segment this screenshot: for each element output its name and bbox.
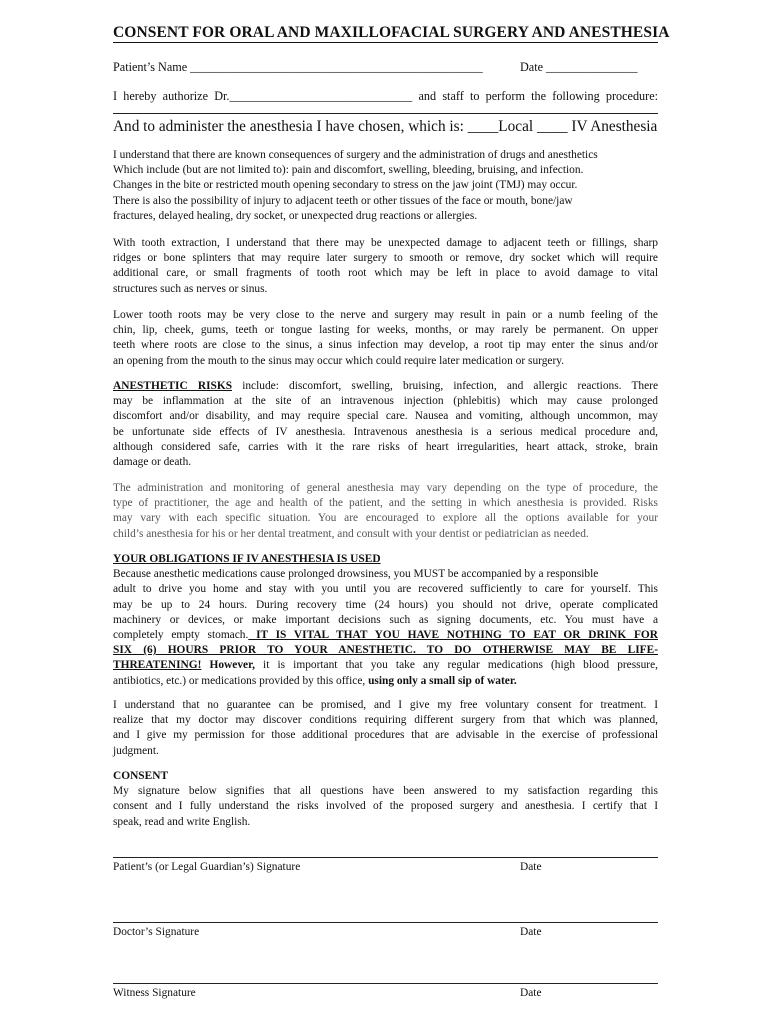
text-line: an opening from the mouth to the sinus may occur which could require later medication or surgery. [113,354,565,367]
empty-stomach-text: completely empty stomach. [113,629,249,642]
text-line: My signature below signifies that all questions have been answered to my satisfaction regarding this [113,785,658,798]
witness-signature-line[interactable] [113,983,658,984]
text-line: machinery or devices, or make important decisions such as signing documents, etc. You must have a [113,613,658,626]
six-hours-warning: SIX (6) HOURS PRIOR TO YOUR ANESTHETIC. TO DO OTHERWISE MAY BE LIFE- [113,644,658,657]
consequences-paragraph [113,148,658,224]
consent-paragraph [113,769,658,830]
patient-date-field[interactable]: Date _______________ [520,60,638,74]
text-line: judgment. [113,744,159,757]
text-line: child’s anesthesia for his or her dental treatment, and consult with your dentist or pediatrician as needed. [113,527,589,540]
patient-name-field[interactable]: Patient’s Name ________________________________________________ [113,60,483,74]
text-line: Because anesthetic medications cause prolonged drowsiness, you MUST be accompanied by a responsible [113,568,599,581]
patient-signature-date-label: Date [520,861,542,873]
text-line [113,674,658,689]
text-line: I understand that no guarantee can be promised, and I give my free voluntary consent for treatment. I [113,699,658,711]
consent-heading: CONSENT [113,770,169,782]
patient-signature-label: Patient’s (or Legal Guardian’s) Signature [113,861,301,873]
text-line: Which include (but are not limited to): pain and discomfort, swelling, bleeding, bruising, and infection. [113,164,584,177]
text-line: speak, read and write English. [113,815,251,828]
text-line: may be inflammation at the site of an intravenous injection (phlebitis) which may cause prolonged [113,395,658,408]
text-line: consent and I fully understand the risks involved of the proposed surgery and anesthesia. I certify that I [113,800,658,813]
text-line: I understand that there are known consequences of surgery and the administration of drugs and anesthetics [113,149,598,161]
anesthetic-risks-heading: ANESTHETIC RISKS [113,380,233,392]
text-line: Lower tooth roots may be very close to the nerve and surgery may result in pain or a numb feeling of the [113,309,658,321]
text-line: fractures, delayed healing, dry socket, or unexpected drug reactions or allergies. [113,209,478,222]
text-line: additional care, or small fragments of tooth root which may be left in place to avoid damage to vital [113,267,658,280]
text-line: With tooth extraction, I understand that there may be unexpected damage to adjacent teeth or fillings, sharp [113,237,658,249]
title-underline [113,42,658,43]
witness-signature-date-label: Date [520,987,542,999]
doctor-signature-label: Doctor’s Signature [113,926,200,938]
patient-signature-line[interactable] [113,857,658,858]
lower-roots-paragraph [113,308,658,369]
text-line: discomfort and/or disability, and may require special care. Nausea and vomiting, although uncommon, may [113,410,658,423]
text-line: although considered safe, carries with it the rare risks of heart irregularities, heart attack, stroke, brain [113,440,658,453]
tooth-extraction-paragraph [113,236,658,297]
page-title: CONSENT FOR ORAL AND MAXILLOFACIAL SURGERY AND ANESTHESIA [113,24,670,41]
threatening-text: THREATENING! [113,659,202,672]
text-line: be unfortunate side effects of IV anesthesia. Intravenous anesthesia is a serious medical procedure and, [113,425,658,438]
vital-warning-text: IT IS VITAL THAT YOU HAVE NOTHING TO EAT OR DRINK FOR [248,629,658,642]
text-line: may be up to 24 hours. During recovery time (24 hours) you should not drive, operate complicated [113,598,658,611]
doctor-signature-line[interactable] [113,922,658,923]
text-line: type of practitioner, the age and health of the patient, and the setting in which anesthesia is provided. Risks [113,497,658,510]
small-sip-text: using only a small sip of water. [368,674,517,687]
text-line: realize that my doctor may discover conditions requiring different surgery from that which was planned, [113,714,658,727]
text-line [113,628,658,643]
doctor-signature-date-label: Date [520,926,542,938]
text-line: adult to drive you home and stay with you until you are recovered sufficiently to care for yourself. This [113,583,658,596]
anesthesia-choice-line[interactable]: And to administer the anesthesia I have chosen, which is: ____Local ____ IV Anesthesia [113,118,658,135]
text-line: teeth where roots are close to the sinus, a sinus infection may develop, a root tip may enter the sinus and/or [113,339,658,352]
text-line: There is also the possibility of injury to adjacent teeth or other tissues of the face or mouth, bone/jaw [113,194,573,207]
text-line: and I give my permission for those additional procedures that are advisable in the exercise of professional [113,729,658,742]
procedure-blank-line[interactable] [113,113,658,114]
text-line [113,379,658,394]
obligations-heading: YOUR OBLIGATIONS IF IV ANESTHESIA IS USED [113,553,381,565]
text-line: Changes in the bite or restricted mouth opening secondary to stress on the jaw joint (TMJ) may occur. [113,179,578,192]
antibiotics-text: antibiotics, etc.) or medications provided by this office, [113,674,369,687]
text-line [113,658,658,673]
text-line: ridges or bone splinters that may require later surgery to smooth or remove, dry socket which will require [113,252,658,265]
guarantee-paragraph [113,698,658,759]
authorize-doctor-field[interactable]: I hereby authorize Dr.______________________________ and staff to perform the following procedure: [113,89,658,103]
anesthetic-risks-first-line: include: discomfort, swelling, bruising, infection, and allergic reactions. There [232,380,658,392]
text-line: damage or death. [113,456,192,469]
regular-meds-text: it is important that you take any regular medications (high blood pressure, [254,659,658,672]
text-line: may vary with each specific situation. You are encouraged to explore all the options available for your [113,512,658,525]
general-anesthesia-paragraph [113,481,658,542]
text-line: chin, lip, cheek, gums, teeth or tongue lasting for weeks, months, or may rarely be permanent. On upper [113,324,658,337]
witness-signature-label: Witness Signature [113,987,196,999]
anesthetic-risks-paragraph [113,379,658,470]
however-text: However, [201,659,255,672]
text-line: structures such as nerves or sinus. [113,282,268,295]
obligations-paragraph [113,552,658,689]
text-line: The administration and monitoring of general anesthesia may vary depending on the type of procedure, the [113,482,658,494]
